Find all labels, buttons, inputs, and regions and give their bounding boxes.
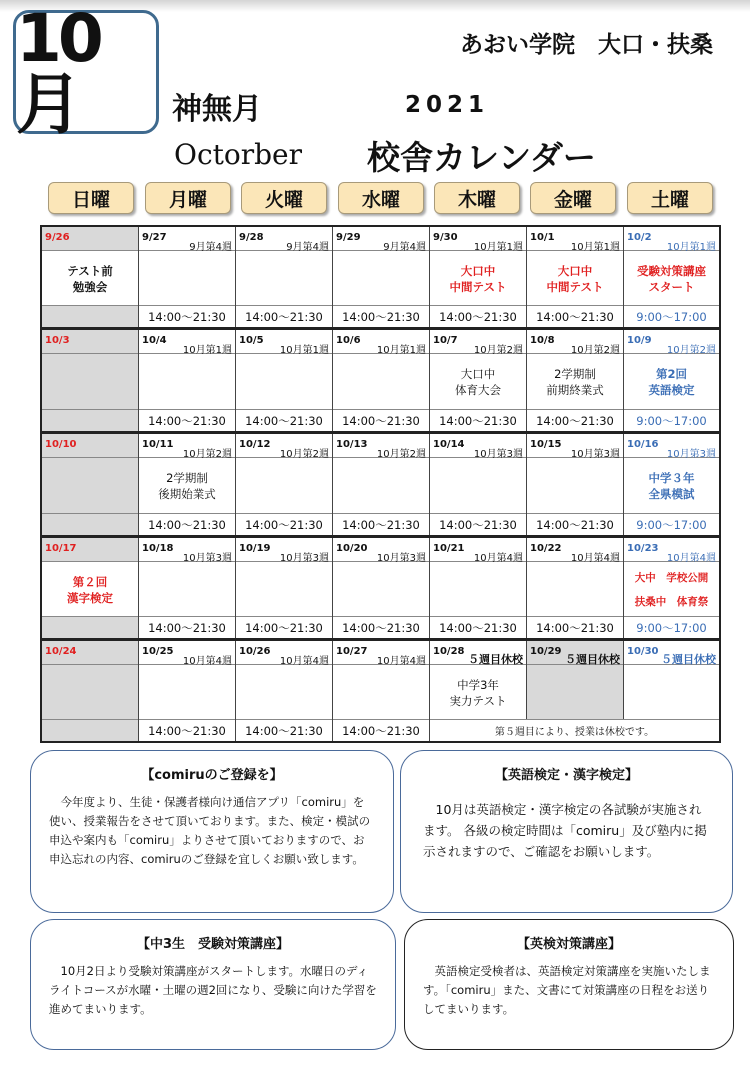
- week-label: 10月第2週: [376, 449, 426, 460]
- week-label: 10月第1週: [182, 345, 232, 356]
- calendar-day-cell: [42, 227, 139, 327]
- event-line: 漢字検定: [67, 590, 113, 605]
- time-band: [139, 616, 235, 638]
- date-band: [527, 330, 623, 354]
- week-label: 9月第4週: [383, 242, 426, 253]
- time-range: 14:00～21:30: [148, 309, 226, 324]
- week-label: 10月第2週: [279, 449, 329, 460]
- date-band: [139, 538, 235, 562]
- time-range: 14:00～21:30: [342, 309, 420, 324]
- event-line: 中間テスト: [449, 279, 507, 294]
- calendar-week: [42, 330, 719, 434]
- date-band: [333, 330, 429, 354]
- date-label: 10/19: [239, 543, 271, 554]
- event-line: 大口中: [460, 366, 496, 381]
- event-text: [42, 564, 138, 615]
- time-range: 14:00～21:30: [342, 413, 420, 428]
- date-band: [624, 434, 719, 458]
- day-header: 水曜: [338, 182, 424, 214]
- week-label: 10月第1週: [279, 345, 329, 356]
- date-band: [624, 227, 719, 251]
- date-label: 10/20: [336, 543, 368, 554]
- date-label: 10/3: [45, 335, 70, 346]
- date-label: 10/25: [142, 646, 174, 657]
- calendar-day-cell: [333, 641, 430, 741]
- calendar-day-cell: [236, 538, 333, 638]
- year: 2021: [405, 92, 490, 118]
- calendar-day-cell: [430, 330, 527, 431]
- time-band: [527, 409, 623, 431]
- date-label: 10/6: [336, 335, 361, 346]
- time-band: [527, 616, 623, 638]
- time-band: [527, 305, 623, 327]
- date-label: 10/12: [239, 439, 271, 450]
- time-band: [42, 616, 138, 638]
- info-box-body: 10月2日より受験対策講座がスタートします。水曜日のディライトコースが水曜・土曜の週2回になり、受験に向けた学習を進めてまいります。: [49, 964, 377, 1016]
- event-text: [624, 460, 719, 511]
- day-header: 土曜: [627, 182, 713, 214]
- week-label: 10月第2週: [666, 345, 716, 356]
- calendar-day-cell: [430, 227, 527, 327]
- date-band: [236, 434, 332, 458]
- event-line: テスト前: [67, 263, 113, 278]
- date-label: 10/18: [142, 543, 174, 554]
- calendar-day-cell: [236, 641, 333, 741]
- info-box-eiken: [404, 919, 734, 1050]
- time-band: [624, 616, 719, 638]
- event-text: [430, 356, 526, 407]
- event-line: 受験対策講座: [637, 263, 706, 278]
- calendar-grid: [40, 225, 721, 743]
- week-label: 10月第2週: [473, 345, 523, 356]
- date-band: [430, 538, 526, 562]
- event-text: [624, 356, 719, 407]
- week-label: 9月第4週: [286, 242, 329, 253]
- date-band: [139, 330, 235, 354]
- time-range: 14:00～21:30: [439, 413, 517, 428]
- time-band: [236, 616, 332, 638]
- time-range: 14:00～21:30: [245, 413, 323, 428]
- date-label: 10/17: [45, 543, 77, 554]
- date-label: 9/27: [142, 232, 167, 243]
- date-label: 10/1: [530, 232, 555, 243]
- date-label: 10/22: [530, 543, 562, 554]
- month-number: 10月: [16, 0, 100, 143]
- week-label: 10月第3週: [570, 449, 620, 460]
- calendar-day-cell: [333, 538, 430, 638]
- date-label: 10/11: [142, 439, 174, 450]
- event-text: [527, 253, 623, 304]
- event-line: 第２回: [72, 574, 108, 589]
- week-label: 10月第4週: [666, 553, 716, 564]
- date-label: 10/5: [239, 335, 264, 346]
- time-range: 14:00～21:30: [245, 517, 323, 532]
- date-band: [139, 641, 235, 665]
- time-band: [236, 513, 332, 535]
- event-text: [527, 356, 623, 407]
- week-label: 10月第2週: [182, 449, 232, 460]
- time-band: [333, 616, 429, 638]
- week-label: 10月第1週: [570, 242, 620, 253]
- japanese-month-name: 神無月: [172, 92, 262, 127]
- calendar-day-cell: [139, 434, 236, 535]
- calendar-day-cell: [139, 538, 236, 638]
- closure-note: 第５週目により、授業は休校です。: [430, 719, 719, 741]
- day-header: 月曜: [145, 182, 231, 214]
- date-label: 10/9: [627, 335, 652, 346]
- date-label: 10/27: [336, 646, 368, 657]
- date-band: [527, 538, 623, 562]
- date-band: [430, 330, 526, 354]
- time-range: 14:00～21:30: [536, 309, 614, 324]
- time-range: 14:00～21:30: [536, 620, 614, 635]
- event-line: 2学期制: [166, 470, 208, 485]
- event-line: 大口中: [460, 263, 496, 278]
- time-range: 14:00～21:30: [245, 723, 323, 738]
- event-text: [624, 253, 719, 304]
- info-box-title: 【英語検定・漢字検定】: [494, 768, 638, 783]
- date-band: [527, 641, 623, 665]
- week-label: 10月第4週: [182, 656, 232, 667]
- week-label: ５週目休校: [468, 653, 523, 666]
- calendar-day-cell: [430, 538, 527, 638]
- calendar-day-cell: [139, 330, 236, 431]
- calendar-day-cell: [42, 330, 139, 431]
- calendar-week: [42, 538, 719, 641]
- time-range: 9:00～17:00: [636, 413, 707, 428]
- time-band: [139, 513, 235, 535]
- time-range: 14:00～21:30: [245, 620, 323, 635]
- date-label: 10/15: [530, 439, 562, 450]
- week-label: 10月第2週: [570, 345, 620, 356]
- calendar-day-cell: [527, 227, 624, 327]
- time-band: [333, 719, 429, 741]
- event-line: 中学３年: [648, 470, 695, 485]
- time-range: 14:00～21:30: [148, 517, 226, 532]
- time-range: 14:00～21:30: [148, 620, 226, 635]
- date-label: 10/30: [627, 646, 659, 657]
- date-band: [42, 641, 138, 665]
- date-band: [527, 227, 623, 251]
- date-band: [624, 330, 719, 354]
- calendar-day-cell: [139, 227, 236, 327]
- calendar-week: [42, 227, 719, 330]
- time-range: 14:00～21:30: [342, 620, 420, 635]
- calendar-day-cell: [42, 641, 139, 741]
- time-band: [430, 409, 526, 431]
- date-band: [42, 330, 138, 354]
- event-line: スタート: [648, 279, 695, 294]
- date-label: 9/28: [239, 232, 264, 243]
- time-range: 14:00～21:30: [439, 620, 517, 635]
- date-band: [42, 227, 138, 251]
- event-text: [430, 667, 526, 718]
- date-band: [430, 641, 526, 665]
- time-range: 14:00～21:30: [245, 309, 323, 324]
- event-line: 2学期制: [554, 366, 596, 381]
- event-line: 扶桑中 体育祭: [634, 595, 709, 608]
- time-band: [333, 305, 429, 327]
- time-range: 14:00～21:30: [342, 517, 420, 532]
- time-range: 14:00～21:30: [342, 723, 420, 738]
- calendar-day-cell: [333, 434, 430, 535]
- info-box-title: 【英検対策講座】: [516, 937, 621, 952]
- date-band: [333, 434, 429, 458]
- week-label: 10月第4週: [376, 656, 426, 667]
- date-label: 10/14: [433, 439, 465, 450]
- event-line: 大口中: [557, 263, 593, 278]
- calendar-day-cell: [624, 227, 719, 327]
- date-label: 10/16: [627, 439, 659, 450]
- event-text: [139, 460, 235, 511]
- date-band: [333, 641, 429, 665]
- time-band: [236, 305, 332, 327]
- time-band: [333, 513, 429, 535]
- date-label: 9/30: [433, 232, 458, 243]
- calendar-week: [42, 434, 719, 538]
- day-header: 金曜: [530, 182, 616, 214]
- time-range: 9:00～17:00: [636, 309, 707, 324]
- day-header: 木曜: [434, 182, 520, 214]
- calendar-day-cell: [42, 538, 139, 638]
- date-label: 10/21: [433, 543, 465, 554]
- time-range: 14:00～21:30: [439, 309, 517, 324]
- week-label: ５週目休校: [565, 653, 620, 666]
- date-label: 9/29: [336, 232, 361, 243]
- date-label: 9/26: [45, 232, 70, 243]
- school-name: あおい学院 大口・扶桑: [460, 32, 713, 58]
- date-band: [527, 434, 623, 458]
- time-range: 14:00～21:30: [439, 517, 517, 532]
- time-band: [430, 513, 526, 535]
- event-line: 勉強会: [72, 279, 108, 294]
- calendar-day-cell: [333, 330, 430, 431]
- calendar-day-cell: [624, 434, 719, 535]
- week-label: 10月第1週: [473, 242, 523, 253]
- calendar-day-cell: [624, 538, 719, 638]
- date-band: [333, 538, 429, 562]
- time-band: [42, 719, 138, 741]
- week-label: 10月第4週: [473, 553, 523, 564]
- date-band: [333, 227, 429, 251]
- time-band: [333, 409, 429, 431]
- date-band: [236, 538, 332, 562]
- english-month-name: Octorber: [174, 138, 303, 171]
- week-label: 10月第3週: [473, 449, 523, 460]
- event-line: 体育大会: [455, 382, 501, 397]
- week-label: 10月第3週: [376, 553, 426, 564]
- event-text: [430, 253, 526, 304]
- event-text: [42, 253, 138, 304]
- date-label: 10/2: [627, 232, 652, 243]
- week-label: 10月第1週: [376, 345, 426, 356]
- date-band: [236, 330, 332, 354]
- calendar-day-cell: [236, 227, 333, 327]
- time-band: [236, 409, 332, 431]
- calendar-day-cell: [236, 330, 333, 431]
- calendar-day-cell: [430, 434, 527, 535]
- event-line: 第2回: [655, 366, 687, 381]
- date-band: [236, 227, 332, 251]
- calendar-day-cell: [333, 227, 430, 327]
- week-label: 10月第4週: [279, 656, 329, 667]
- time-band: [42, 513, 138, 535]
- event-line: 前期終業式: [546, 382, 604, 397]
- date-label: 10/7: [433, 335, 458, 346]
- week-label: 10月第3週: [279, 553, 329, 564]
- week-label: 10月第4週: [570, 553, 620, 564]
- event-line: 後期始業式: [158, 486, 216, 501]
- week-label: ５週目休校: [661, 653, 716, 666]
- calendar-day-cell: [527, 434, 624, 535]
- info-box-title: 【comiruのご登録を】: [141, 768, 283, 783]
- event-line: 大中 学校公開: [634, 571, 709, 584]
- time-band: [624, 409, 719, 431]
- date-band: [42, 434, 138, 458]
- date-band: [624, 641, 719, 665]
- calendar-day-cell: [527, 330, 624, 431]
- event-line: 全県模試: [648, 486, 695, 501]
- date-label: 10/28: [433, 646, 465, 657]
- time-band: [430, 616, 526, 638]
- time-band: [42, 305, 138, 327]
- info-box-comiru: [30, 750, 394, 913]
- date-band: [624, 538, 719, 562]
- info-box-exam-prep: [30, 919, 396, 1050]
- event-line: 実力テスト: [449, 693, 507, 708]
- event-line: 中間テスト: [546, 279, 604, 294]
- date-band: [430, 227, 526, 251]
- info-box-body: 英語検定受検者は、英語検定対策講座を実施いたします。「comiru」また、文書にて対策講座の日程をお送りしてまいります。: [423, 964, 711, 1016]
- month-badge: [13, 0, 159, 143]
- time-range: 14:00～21:30: [536, 413, 614, 428]
- week-label: 10月第3週: [666, 449, 716, 460]
- day-header: 火曜: [241, 182, 327, 214]
- date-band: [42, 538, 138, 562]
- info-box-body: 今年度より、生徒・保護者様向け通信アプリ「comiru」を使い、授業報告をさせて頂いております。また、検定・模試の申込や案内も「comiru」よりさせて頂いておりますので、お申込忘れの内容、comiruのご登録を宜しくお願い致します。: [49, 795, 371, 866]
- date-band: [430, 434, 526, 458]
- date-band: [236, 641, 332, 665]
- calendar-day-cell: [624, 330, 719, 431]
- info-box-exams: [400, 750, 733, 913]
- week-label: 9月第4週: [189, 242, 232, 253]
- date-label: 10/29: [530, 646, 562, 657]
- date-label: 10/8: [530, 335, 555, 346]
- time-band: [430, 305, 526, 327]
- week-label: 10月第1週: [666, 242, 716, 253]
- calendar-day-cell: [236, 434, 333, 535]
- date-label: 10/4: [142, 335, 167, 346]
- calendar-title: 校舎カレンダー: [367, 138, 596, 177]
- time-band: [42, 409, 138, 431]
- date-label: 10/24: [45, 646, 77, 657]
- info-box-title: 【中3生 受験対策講座】: [136, 937, 290, 952]
- time-band: [236, 719, 332, 741]
- date-label: 10/10: [45, 439, 77, 450]
- date-band: [139, 227, 235, 251]
- time-band: [139, 409, 235, 431]
- week-label: 10月第3週: [182, 553, 232, 564]
- date-label: 10/13: [336, 439, 368, 450]
- time-band: [139, 305, 235, 327]
- date-band: [139, 434, 235, 458]
- time-range: 9:00～17:00: [636, 620, 707, 635]
- calendar-day-cell: [42, 434, 139, 535]
- date-label: 10/23: [627, 543, 659, 554]
- event-line: 中学3年: [457, 677, 499, 692]
- event-text: [624, 564, 719, 615]
- date-label: 10/26: [239, 646, 271, 657]
- calendar-day-cell: [139, 641, 236, 741]
- time-range: 14:00～21:30: [536, 517, 614, 532]
- time-range: 14:00～21:30: [148, 723, 226, 738]
- time-range: 9:00～17:00: [636, 517, 707, 532]
- time-band: [624, 513, 719, 535]
- time-band: [624, 305, 719, 327]
- info-box-body: 10月は英語検定・漢字検定の各試験が実施されます。 各級の検定時間は「comiru」及び塾内に掲示されますので、ご確認をお願いします。: [423, 802, 707, 859]
- calendar-week: [42, 641, 719, 741]
- day-header: 日曜: [48, 182, 134, 214]
- event-line: 英語検定: [648, 382, 695, 397]
- time-band: [527, 513, 623, 535]
- time-range: 14:00～21:30: [148, 413, 226, 428]
- calendar-day-cell: [527, 538, 624, 638]
- time-band: [139, 719, 235, 741]
